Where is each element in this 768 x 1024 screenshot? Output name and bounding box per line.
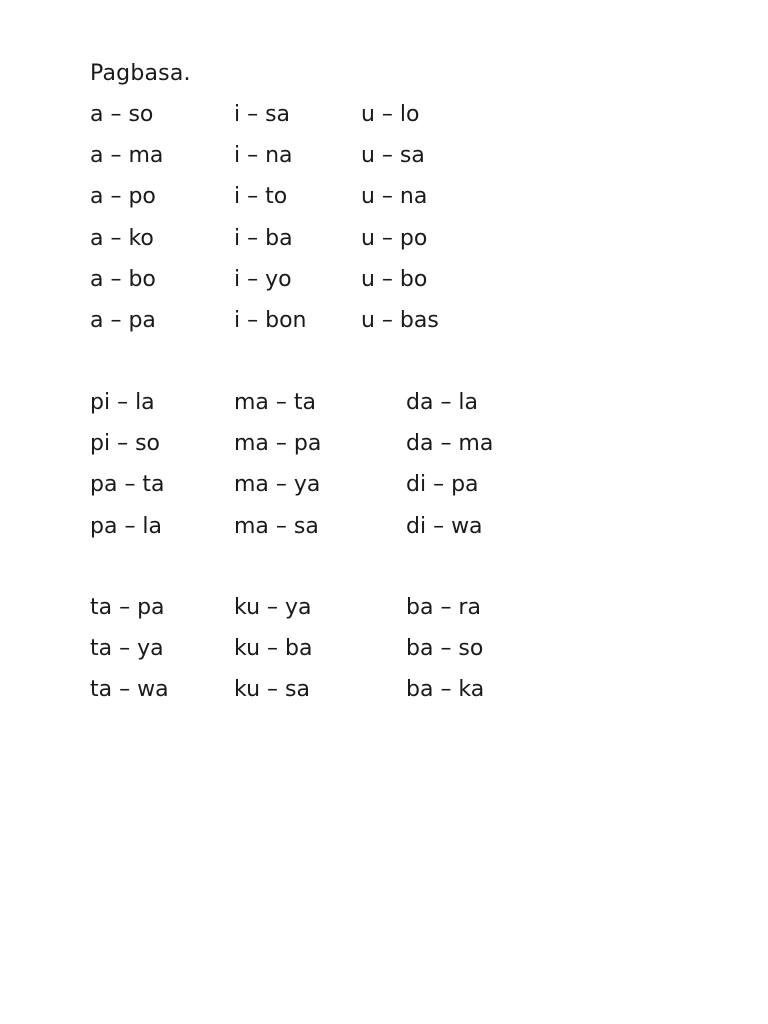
word-item: i – na	[234, 143, 293, 169]
word-item: ta – wa	[90, 677, 169, 703]
word-item: a – so	[90, 102, 154, 127]
word-item: di – pa	[406, 472, 479, 498]
word-item: i – yo	[234, 266, 292, 292]
word-item: pa – la	[90, 513, 163, 539]
word-item: da – la	[406, 390, 479, 415]
word-item: ma – ya	[234, 472, 321, 498]
page-title: Pagbasa.	[90, 61, 191, 86]
word-item: u – bo	[361, 266, 428, 292]
word-item: ta – pa	[90, 595, 165, 620]
word-item: a – bo	[90, 266, 156, 292]
word-item: ba – so	[406, 636, 484, 662]
word-item: u – bas	[361, 307, 439, 333]
word-item: a – po	[90, 184, 156, 210]
word-item: ma – sa	[234, 513, 319, 539]
word-item: ta – ya	[90, 636, 164, 662]
word-item: pa – ta	[90, 472, 165, 498]
word-item: pi – la	[90, 390, 155, 415]
word-item: ma – pa	[234, 431, 322, 457]
word-item: pi – so	[90, 431, 160, 457]
word-item: u – lo	[361, 102, 420, 127]
word-item: di – wa	[406, 513, 483, 539]
word-item: a – pa	[90, 307, 156, 333]
word-item: ba – ra	[406, 595, 481, 620]
word-item: a – ko	[90, 225, 154, 251]
word-item: ku – ya	[234, 595, 312, 620]
word-item: i – ba	[234, 225, 293, 251]
word-item: i – bon	[234, 307, 307, 333]
word-item: u – po	[361, 225, 428, 251]
word-item: i – sa	[234, 102, 291, 127]
word-item: a – ma	[90, 143, 164, 169]
word-item: ku – sa	[234, 677, 310, 703]
word-item: ma – ta	[234, 390, 317, 415]
word-item: ba – ka	[406, 677, 485, 703]
word-item: i – to	[234, 184, 288, 210]
word-item: ku – ba	[234, 636, 313, 662]
word-item: u – na	[361, 184, 428, 210]
word-item: da – ma	[406, 431, 494, 457]
word-item: u – sa	[361, 143, 425, 169]
